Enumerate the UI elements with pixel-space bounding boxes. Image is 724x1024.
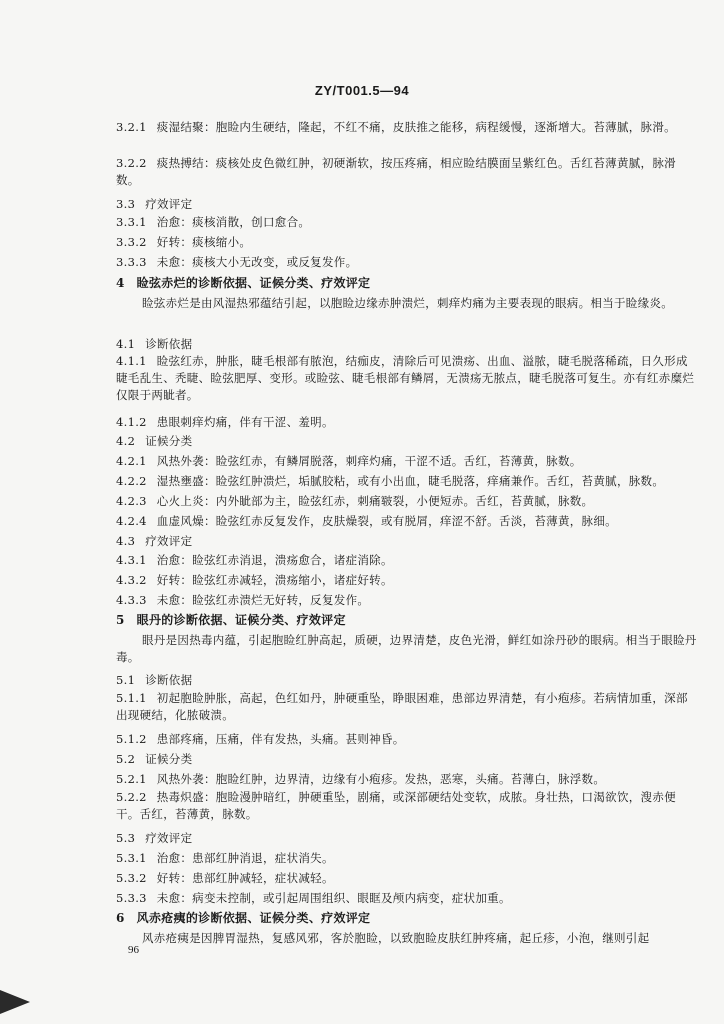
text-line: 4.2.3 心火上炎：内外眦部为主，睑弦红赤，刺痛皲裂，小便短赤。舌红，苔黄腻，脉数。 bbox=[116, 494, 594, 508]
text-line: 5.3.3 未愈：病变未控制，或引起周围组织、眼眶及颅内病变，症状加重。 bbox=[116, 891, 511, 905]
paragraph: 眼丹是因热毒内蕴，引起胞睑红肿高起，质硬，边界清楚，皮色光滑，鲜红如涂丹砂的眼病。相当于眼睑丹毒。 bbox=[116, 633, 697, 664]
text-line: 3.2.2 痰热搏结：痰核处皮色微红肿，初硬渐软，按压疼痛，相应睑结膜面呈紫红色。舌红苔薄黄腻，脉滑数。 bbox=[116, 156, 676, 187]
page-header: ZY/T001.5—94 bbox=[314, 83, 410, 98]
text-line: 4.2.2 湿热壅盛：睑弦红肿溃烂，垢腻胶粘，或有小出血，睫毛脱落，痒痛兼作。舌红，苔黄腻，脉数。 bbox=[116, 474, 665, 488]
section-heading: 6 风赤疮痍的诊断依据、证候分类、疗效评定 bbox=[116, 911, 371, 925]
corner-mark bbox=[0, 990, 30, 1014]
text-line: 5.3 疗效评定 bbox=[116, 831, 193, 845]
text-line: 4.2 证候分类 bbox=[116, 434, 193, 448]
text-line: 4.3.3 未愈：睑弦红赤溃烂无好转，反复发作。 bbox=[116, 593, 370, 607]
text-line: 5.3.1 治愈：患部红肿消退，症状消失。 bbox=[116, 851, 334, 865]
section-heading: 5 眼丹的诊断依据、证候分类、疗效评定 bbox=[116, 613, 346, 627]
text-line: 3.3 疗效评定 bbox=[116, 197, 193, 211]
text-line: 4.2.1 风热外袭：睑弦红赤，有鳞屑脱落，刺痒灼痛，干涩不适。舌红，苔薄黄，脉数。 bbox=[116, 454, 582, 468]
text-line: 5.3.2 好转：患部红肿减轻，症状减轻。 bbox=[116, 871, 334, 885]
text-line: 5.2 证候分类 bbox=[116, 752, 193, 766]
paragraph: 风赤疮痍是因脾胃湿热，复感风邪，客於胞睑，以致胞睑皮肤红肿疼痛，起丘疹，小泡，继则引起 bbox=[142, 931, 650, 945]
text-line: 4.3.1 治愈：睑弦红赤消退，溃疡愈合，诸症消除。 bbox=[116, 553, 393, 567]
text-line: 5.2.2 热毒炽盛：胞睑漫肿暗红，肿硬重坠，剧痛，或深部硬结处变软，成脓。身壮热，口渴欲饮，溲赤便干。舌红，苔薄黄，脉数。 bbox=[116, 790, 676, 821]
text-line: 5.2.1 风热外袭：胞睑红肿，边界清，边缘有小疱疹。发热，恶寒，头痛。苔薄白，脉浮数。 bbox=[116, 772, 606, 786]
text-line: 4.3.2 好转：睑弦红赤减轻，溃疡缩小，诸症好转。 bbox=[116, 573, 393, 587]
paragraph: 睑弦赤烂是由风湿热邪蕴结引起，以胞睑边缘赤肿溃烂，刺痒灼痛为主要表现的眼病。相当于睑缘炎。 bbox=[142, 296, 673, 310]
text-line: 5.1.2 患部疼痛，压痛，伴有发热，头痛。甚则神昏。 bbox=[116, 732, 405, 746]
text-line: 4.2.4 血虚风燥：睑弦红赤反复发作，皮肤燥裂，或有脱屑，痒涩不舒。舌淡，苔薄黄，脉细。 bbox=[116, 514, 617, 528]
text-line: 4.1.2 患眼刺痒灼痛，伴有干涩、羞明。 bbox=[116, 415, 334, 429]
page-number: 96 bbox=[128, 944, 139, 956]
text-line: 3.3.2 好转：痰核缩小。 bbox=[116, 235, 252, 249]
section-heading: 4 睑弦赤烂的诊断依据、证候分类、疗效评定 bbox=[116, 276, 371, 290]
text-line: 3.3.3 未愈：痰核大小无改变，或反复发作。 bbox=[116, 255, 358, 269]
text-line: 4.1 诊断依据 bbox=[116, 337, 193, 351]
text-line: 3.2.1 痰湿结聚：胞睑内生硬结，隆起，不红不痛，皮肤推之能移，病程缓慢，逐渐增大。苔薄腻，脉滑。 bbox=[116, 120, 676, 134]
text-line: 5.1 诊断依据 bbox=[116, 673, 193, 687]
text-line: 4.1.1 睑弦红赤，肿胀，睫毛根部有脓泡，结痂皮，清除后可见溃疡、出血、溢脓，睫毛脱落稀疏，日久形成睫毛乱生、秃睫、睑弦肥厚、变形。或睑弦、睫毛根部有鳞屑，无溃疡无脓点，睫毛脱落可复生。亦有红赤糜烂仅限于两眦者。 bbox=[116, 354, 695, 402]
text-line: 4.3 疗效评定 bbox=[116, 534, 193, 548]
text-line: 5.1.1 初起胞睑肿胀，高起，色红如丹，肿硬重坠，睁眼困难，患部边界清楚，有小疱疹。若病情加重，深部出现硬结，化脓破溃。 bbox=[116, 691, 688, 722]
text-line: 3.3.1 治愈：痰核消散，创口愈合。 bbox=[116, 215, 311, 229]
